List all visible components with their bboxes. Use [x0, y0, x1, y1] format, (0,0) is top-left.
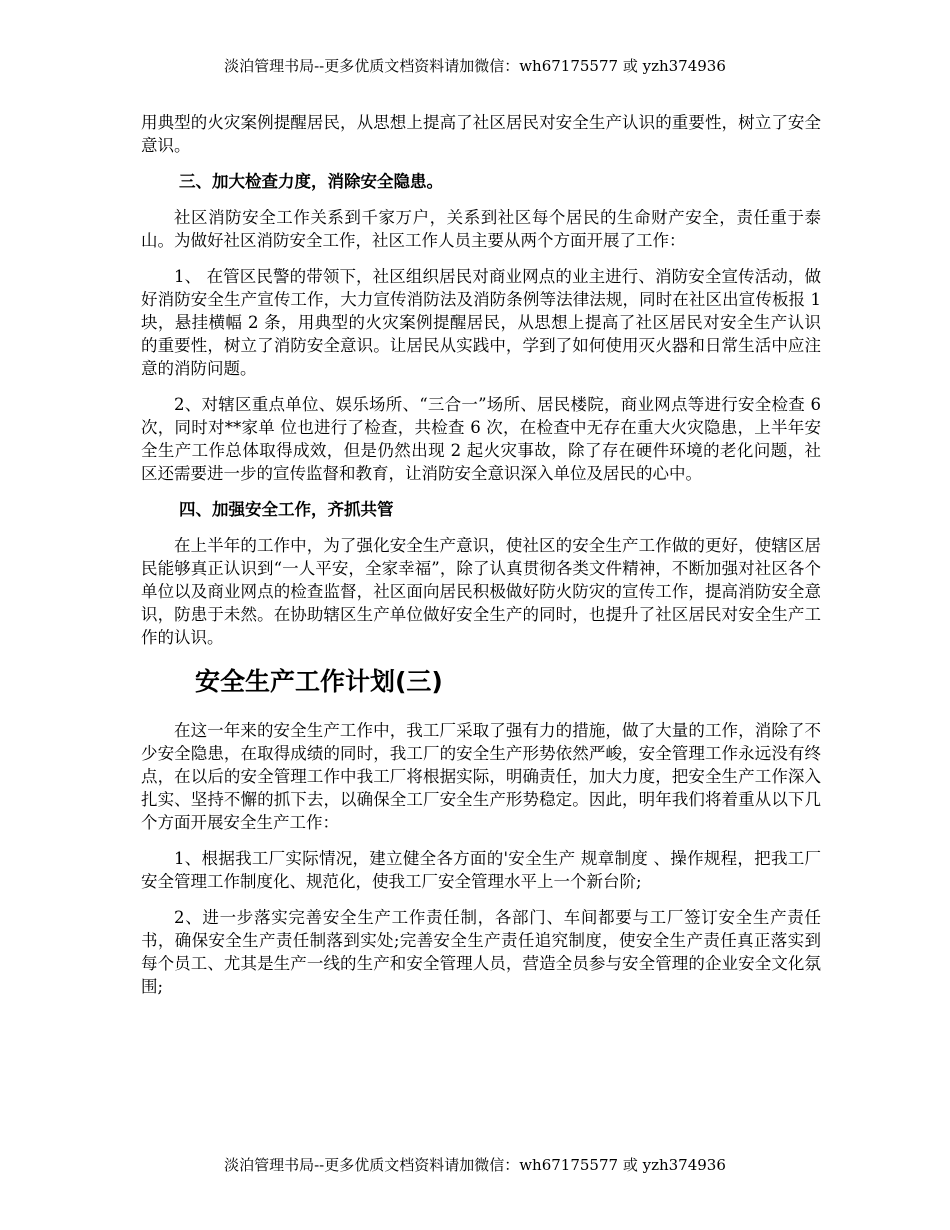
section-heading-4: 四、加强安全工作，齐抓共管 — [179, 500, 394, 519]
paragraph-plan-item-1: 1、根据我工厂实际情况，建立健全各方面的'安全生产 规章制度 、操作规程，把我工厂安全管理工作制度化、规范化，使我工厂安全管理水平上一个新台阶; — [141, 849, 821, 891]
document-body — [141, 111, 821, 1011]
paragraph-intro: 社区消防安全工作关系到千家万户，关系到社区每个居民的生命财产安全，责任重于泰山。为做好社区消防安全工作，社区工作人员主要从两个方面开展了工作： — [141, 208, 821, 250]
paragraph-continuation: 用典型的火灾案例提醒居民，从思想上提高了社区居民对安全生产认识的重要性，树立了安全意识。 — [141, 113, 821, 155]
paragraph-plan-intro: 在这一年来的安全生产工作中，我工厂采取了强有力的措施，做了大量的工作，消除了不少安全隐患，在取得成绩的同时，我工厂的安全生产形势依然严峻，安全管理工作永远没有终点，在以后的安全管理工作中我工厂将根据实际，明确责任，加大力度，把安全生产工作深入扎实、坚持不懈的抓下去，以确保全工厂安全生产形势稳定。因此，明年我们将着重从以下几个方面开展安全生产工作： — [141, 721, 821, 832]
section-heading-3: 三、加大检查力度，消除安全隐患。 — [179, 172, 443, 191]
document-title: 安全生产工作计划(三) — [195, 667, 443, 696]
paragraph-summary: 在上半年的工作中，为了强化安全生产意识，使社区的安全生产工作做的更好，使辖区居民能够真正认识到“一人平安，全家幸福”，除了认真贯彻各类文件精神，不断加强对社区各个单位以及商业网点的检查监督，社区面向居民积极做好防火防灾的宣传工作，提高消防安全意识，防患于未然。在协助辖区生产单位做好安全生产的同时，也提升了社区居民对安全生产工作的认识。 — [141, 536, 821, 647]
paragraph-plan-item-2: 2、进一步落实完善安全生产工作责任制，各部门、车间都要与工厂签订安全生产责任书，确保安全生产责任制落到实处;完善安全生产责任追究制度，使安全生产责任真正落实到每个员工、尤其是生产一线的生产和安全管理人员，营造全员参与安全管理的企业安全文化氛围; — [141, 908, 821, 996]
page-footer: 淡泊管理书局--更多优质文档资料请加微信：wh67175577 或 yzh374936 — [224, 1156, 726, 1174]
paragraph-item-2: 2、对辖区重点单位、娱乐场所、“三合一”场所、居民楼院，商业网点等进行安全检查 6 次，同时对**家单 位也进行了检查，共检查 6 次，在检查中无存在重大火灾隐患，上半年安全生产工作总体取得成效，但是仍然出现 2 起火灾事故，除了存在硬件环境的老化问题，社区还需要进一步的宣传监督和教育，让消防安全意识深入单位及居民的心中。 — [141, 395, 821, 483]
page-header: 淡泊管理书局--更多优质文档资料请加微信：wh67175577 或 yzh374936 — [224, 57, 726, 75]
paragraph-item-1: 1、 在管区民警的带领下，社区组织居民对商业网点的业主进行、消防安全宣传活动，做好消防安全生产宣传工作，大力宣传消防法及消防条例等法律法规，同时在社区出宣传板报 1 块，悬挂横幅 2 条，用典型的火灾案例提醒居民，从思想上提高了社区居民对安全生产认识的重要性，树立了消防安全意识。让居民从实践中，学到了如何使用灭火器和日常生活中应注意的消防问题。 — [141, 267, 821, 378]
